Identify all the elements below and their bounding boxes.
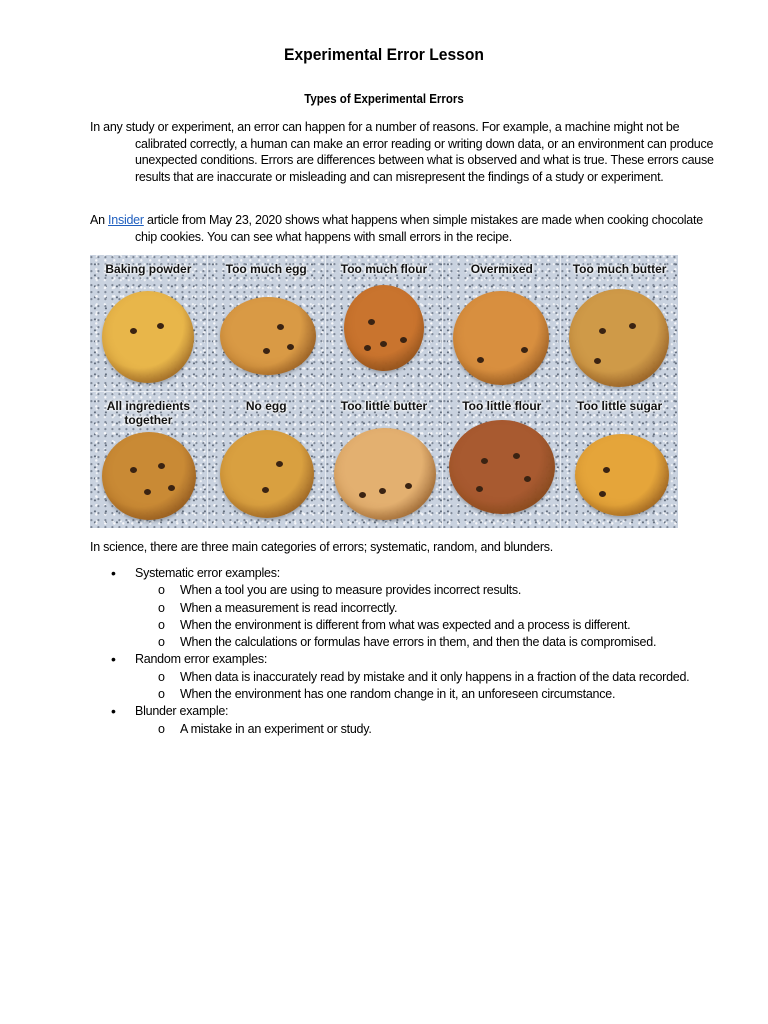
cookie-image <box>575 434 669 516</box>
cookie-cell <box>326 255 443 391</box>
cookie-image <box>453 291 549 385</box>
cookie-label: Too much butter <box>572 262 667 276</box>
chocolate-chip <box>513 453 520 459</box>
chocolate-chip <box>477 357 484 363</box>
chocolate-chip <box>262 487 269 493</box>
cookie-label: No egg <box>245 399 287 413</box>
cookie-label: Too much flour <box>340 262 428 276</box>
cookie-label: All ingredients together <box>106 399 191 427</box>
cookie-image <box>344 285 424 371</box>
sub-bullet-marker: o <box>158 583 165 598</box>
cookie-cell <box>90 392 207 528</box>
sub-bullet-marker: o <box>158 669 165 684</box>
chocolate-chip <box>599 491 606 497</box>
sub-list-item <box>90 634 710 651</box>
bullet-marker: • <box>111 703 116 720</box>
sub-list-item-text: A mistake in an experiment or study. <box>180 721 372 736</box>
cookie-cell <box>208 392 325 528</box>
list-item-label: Blunder example: <box>135 704 229 719</box>
insider-link[interactable]: Insider <box>108 213 144 227</box>
chocolate-chip <box>400 337 407 343</box>
chocolate-chip <box>287 344 294 350</box>
bullet-marker: • <box>111 565 116 581</box>
chocolate-chip <box>524 476 531 482</box>
chocolate-chip <box>481 458 488 464</box>
cookie-cell <box>208 255 325 391</box>
chocolate-chip <box>364 345 371 351</box>
sub-list-item <box>90 686 710 703</box>
intro-paragraph: In any study or experiment, an error can happen for a number of reasons. For example, a machine might not be calibrated correctly, a human can make an error reading or writing down data, or an environment can produce unexpected conditions. Errors are differences between what is observed and what is true. These errors cause results that are inaccurate or misleading and can misrepresent the findings of a study or experiment. <box>90 120 714 184</box>
list-item <box>90 565 710 582</box>
cookie-image <box>102 291 194 383</box>
sub-list-item <box>90 617 710 634</box>
paragraph-prefix: An <box>90 213 109 227</box>
sub-list-item-text: When a tool you are using to measure provides incorrect results. <box>180 583 522 598</box>
chocolate-chip <box>629 323 636 329</box>
sub-bullet-marker: o <box>158 721 165 736</box>
chocolate-chip <box>144 489 151 495</box>
chocolate-chip <box>130 467 137 473</box>
sub-bullet-marker: o <box>158 600 165 615</box>
chocolate-chip <box>599 328 606 334</box>
cookie-cell <box>443 255 560 391</box>
list-item-label: Systematic error examples: <box>135 566 280 580</box>
cookie-cell <box>443 392 560 528</box>
chocolate-chip <box>263 348 270 354</box>
chocolate-chip <box>405 483 412 489</box>
sub-list-item-text: When the calculations or formulas have errors in them, and then the data is compromised. <box>180 635 657 650</box>
sub-bullet-marker: o <box>158 617 165 632</box>
cookie-image <box>334 428 436 520</box>
bullet-marker: • <box>111 651 116 668</box>
cookie-cell <box>561 255 678 391</box>
sub-list-item-text: When data is inaccurately read by mistake and it only happens in a fraction of the data recorded. <box>180 669 690 684</box>
paragraph-suffix: article from May 23, 2020 shows what happens when simple mistakes are made when cooking chocolate chip cookies. You can see what happens with small errors in the recipe. <box>135 213 703 244</box>
list-item-label: Random error examples: <box>135 652 268 667</box>
error-list <box>90 565 710 738</box>
cookie-cell <box>90 255 207 391</box>
chocolate-chip <box>594 358 601 364</box>
sub-list-item-text: When the environment is different from what was expected and a process is different. <box>180 617 631 632</box>
cookie-comparison-image <box>90 255 678 528</box>
chocolate-chip <box>130 328 137 334</box>
sub-list-item-text: When the environment has one random change in it, an unforeseen circumstance. <box>180 687 616 702</box>
categories-paragraph: In science, there are three main categories of errors; systematic, random, and blunders. <box>90 540 553 554</box>
sub-list-item <box>90 582 710 599</box>
sub-list-item <box>90 669 710 686</box>
chocolate-chip <box>476 486 483 492</box>
cookie-image <box>569 289 669 387</box>
chocolate-chip <box>168 485 175 491</box>
chocolate-chip <box>368 319 375 325</box>
chocolate-chip <box>158 463 165 469</box>
chocolate-chip <box>157 323 164 329</box>
cookie-label: Too little flour <box>462 399 542 413</box>
cookie-label: Too little butter <box>340 399 428 413</box>
list-item <box>90 651 710 668</box>
cookie-image <box>220 297 316 375</box>
cookie-label: Overmixed <box>470 262 533 276</box>
chocolate-chip <box>521 347 528 353</box>
cookie-cell <box>326 392 443 528</box>
chocolate-chip <box>276 461 283 467</box>
sub-list-item-text: When a measurement is read incorrectly. <box>180 600 398 615</box>
cookie-label: Baking powder <box>105 262 192 276</box>
chocolate-chip <box>277 324 284 330</box>
chocolate-chip <box>379 488 386 494</box>
cookie-image <box>449 420 555 514</box>
cookie-label: Too little sugar <box>577 399 663 413</box>
list-item <box>90 703 710 720</box>
sub-list-item <box>90 600 710 617</box>
section-heading: Types of Experimental Errors <box>304 92 464 106</box>
cookie-cell <box>561 392 678 528</box>
chocolate-chip <box>359 492 366 498</box>
chocolate-chip <box>380 341 387 347</box>
page-title: Experimental Error Lesson <box>284 45 484 64</box>
insider-paragraph <box>90 212 720 245</box>
sub-bullet-marker: o <box>158 687 165 702</box>
sub-list-item <box>90 721 710 738</box>
cookie-image <box>102 432 196 520</box>
chocolate-chip <box>603 467 610 473</box>
sub-bullet-marker: o <box>158 635 165 650</box>
cookie-image <box>220 430 314 518</box>
cookie-label: Too much egg <box>225 262 307 276</box>
